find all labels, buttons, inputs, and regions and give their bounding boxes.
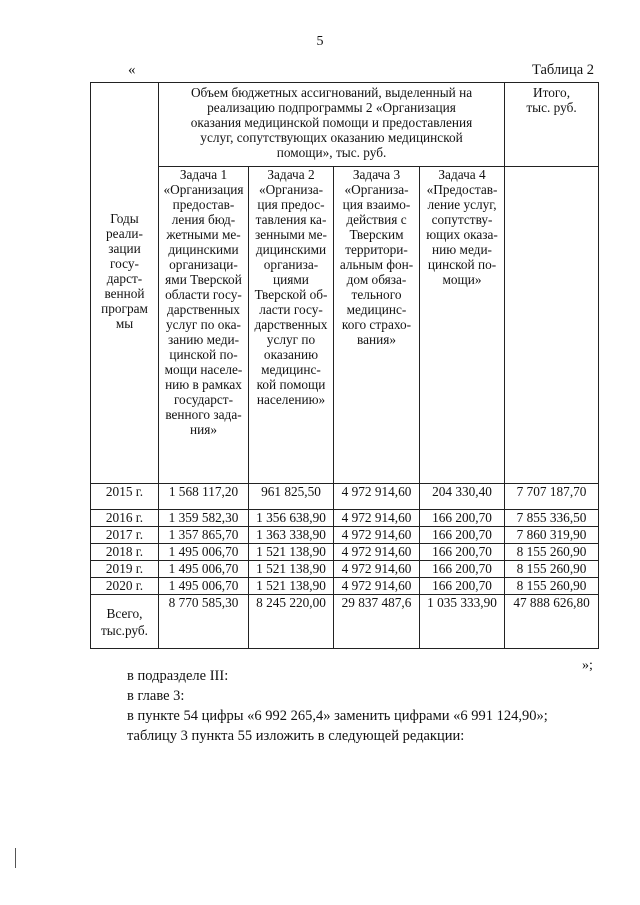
task-1-value: 1 568 117,20 <box>159 484 249 510</box>
task-2-header: Задача 2 «Организа- ция предос- тавления ка- зенными ме- дицинскими организа- циями Тверской об- ласти госу- дарственных услуг по оказанию медицинс- кой помощи населению» <box>249 167 334 484</box>
task-2-total: 8 245 220,00 <box>249 595 334 649</box>
task-3-header: Задача 3 «Организа- ция взаимо- действия с Тверским территори- альным фон- дом обяза- тельного медицинс- кого страхо- вания» <box>334 167 420 484</box>
page-number: 5 <box>316 34 324 49</box>
table-row <box>91 484 599 510</box>
row-total-value: 8 155 260,90 <box>505 544 599 561</box>
task-1-header: Задача 1 «Организация предостав- ления бюд- жетными ме- дицинскими организаци- ями Тверской области госу- дарственных услуг по ока- занию меди- цинской по- мощи населе- нию в рамках государст- венного зада- ния» <box>159 167 249 484</box>
task-2-value: 1 521 138,90 <box>249 578 334 595</box>
task-3-value: 4 972 914,60 <box>334 578 420 595</box>
closing-quote: »; <box>582 658 593 673</box>
table-row <box>91 510 599 527</box>
margin-mark <box>15 848 16 868</box>
budget-table <box>90 82 599 649</box>
paragraph: в подразделе III: <box>127 668 229 684</box>
task-3-value: 4 972 914,60 <box>334 510 420 527</box>
task-1-total: 8 770 585,30 <box>159 595 249 649</box>
task-4-value: 166 200,70 <box>420 544 505 561</box>
row-total-value: 7 707 187,70 <box>505 484 599 510</box>
year-cell: 2018 г. <box>91 544 159 561</box>
year-cell: 2017 г. <box>91 527 159 544</box>
task-1-value: 1 359 582,30 <box>159 510 249 527</box>
task-3-total: 29 837 487,6 <box>334 595 420 649</box>
task-1-value: 1 357 865,70 <box>159 527 249 544</box>
total-header-blank <box>505 167 599 484</box>
budget-header: Объем бюджетных ассигнований, выделенный на реализацию подпрограммы 2 «Организация оказания медицинской помощи и предоставления услуг, сопутствующих оказанию медицинской помощи», тыс. руб. <box>159 83 505 167</box>
task-4-total: 1 035 333,90 <box>420 595 505 649</box>
opening-quote: « <box>128 62 136 78</box>
row-total-value: 8 155 260,90 <box>505 578 599 595</box>
task-1-value: 1 495 006,70 <box>159 561 249 578</box>
table-row <box>91 544 599 561</box>
grand-total: 47 888 626,80 <box>505 595 599 649</box>
amendment-text <box>127 666 597 746</box>
total-label: Всего, тыс.руб. <box>91 595 159 649</box>
years-header: Годы реали- зации госу- дарст- венной програм мы <box>91 83 159 484</box>
task-1-value: 1 495 006,70 <box>159 544 249 561</box>
task-3-value: 4 972 914,60 <box>334 561 420 578</box>
task-2-value: 961 825,50 <box>249 484 334 510</box>
task-3-value: 4 972 914,60 <box>334 484 420 510</box>
task-2-value: 1 521 138,90 <box>249 561 334 578</box>
task-3-value: 4 972 914,60 <box>334 527 420 544</box>
task-4-value: 166 200,70 <box>420 561 505 578</box>
task-2-value: 1 363 338,90 <box>249 527 334 544</box>
task-4-header: Задача 4 «Предостав- ление услуг, сопутству- ющих оказа- нию меди- цинской по- мощи» <box>420 167 505 484</box>
table-row <box>91 527 599 544</box>
total-row <box>91 595 599 649</box>
paragraph: таблицу 3 пункта 55 изложить в следующей редакции: <box>127 728 465 744</box>
row-total-value: 7 855 336,50 <box>505 510 599 527</box>
task-2-value: 1 521 138,90 <box>249 544 334 561</box>
row-total-value: 8 155 260,90 <box>505 561 599 578</box>
task-4-value: 166 200,70 <box>420 510 505 527</box>
year-cell: 2015 г. <box>91 484 159 510</box>
paragraph: в пункте 54 цифры «6 992 265,4» заменить цифрами «6 991 124,90»; <box>127 708 548 724</box>
year-cell: 2016 г. <box>91 510 159 527</box>
task-4-value: 166 200,70 <box>420 578 505 595</box>
table-caption: Таблица 2 <box>531 62 594 78</box>
task-3-value: 4 972 914,60 <box>334 544 420 561</box>
task-4-value: 204 330,40 <box>420 484 505 510</box>
table-row <box>91 561 599 578</box>
year-cell: 2020 г. <box>91 578 159 595</box>
row-total-value: 7 860 319,90 <box>505 527 599 544</box>
task-4-value: 166 200,70 <box>420 527 505 544</box>
task-1-value: 1 495 006,70 <box>159 578 249 595</box>
task-2-value: 1 356 638,90 <box>249 510 334 527</box>
table-row <box>91 578 599 595</box>
year-cell: 2019 г. <box>91 561 159 578</box>
total-header: Итого, тыс. руб. <box>505 83 599 167</box>
paragraph: в главе 3: <box>127 688 185 704</box>
